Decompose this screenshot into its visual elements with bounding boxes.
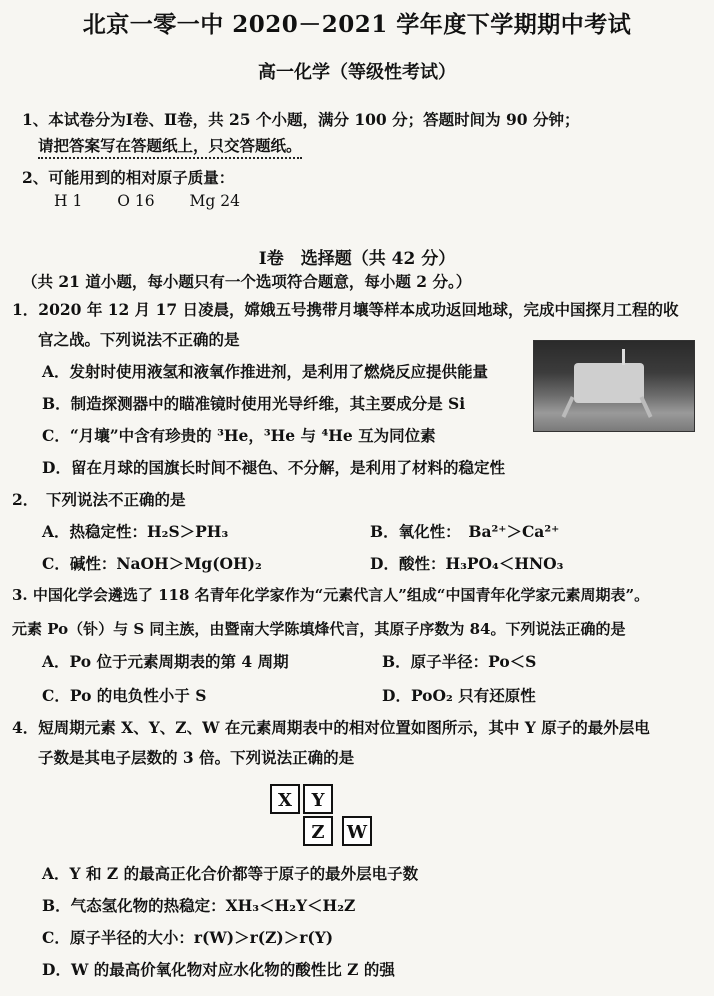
cell-w: W <box>342 816 372 846</box>
q1-option-a: A．发射时使用液氢和液氧作推进剂，是利用了燃烧反应提供能量 <box>42 362 489 381</box>
q1-option-c: C．“月壤”中含有珍贵的 ³He，³He 与 ⁴He 互为同位素 <box>42 426 436 445</box>
note-1-line-2 <box>38 134 302 156</box>
cell-z: Z <box>303 816 333 846</box>
q4-option-a: A．Y 和 Z 的最高正化合价都等于原子的最外层电子数 <box>42 864 419 883</box>
note-1-line-1: 1、本试卷分为Ⅰ卷、Ⅱ卷，共 25 个小题，满分 100 分；答题时间为 90 分钟； <box>22 110 580 129</box>
q2-option-d: D．酸性：H₃PO₄＜HNO₃ <box>370 554 564 573</box>
q3-option-b: B．原子半径：Po＜S <box>382 652 537 671</box>
note-2: 2、可能用到的相对原子质量： <box>22 168 235 187</box>
q3-option-a: A．Po 位于元素周期表的第 4 周期 <box>42 652 289 671</box>
q4-option-b: B．气态氢化物的热稳定：XH₃＜H₂Y＜H₂Z <box>42 896 356 915</box>
note-1-emphasis: 请把答案写在答题纸上，只交答题纸。 <box>38 136 302 159</box>
q4-stem-line-2: 子数是其电子层数的 3 倍。下列说法正确的是 <box>38 748 355 767</box>
q1-option-d: D．留在月球的国旗长时间不褪色、不分解，是利用了材料的稳定性 <box>42 458 505 477</box>
q3-option-d: D．PoO₂ 只有还原性 <box>382 686 536 705</box>
q2-option-a: A．热稳定性：H₂S＞PH₃ <box>42 522 229 541</box>
exam-subtitle: 高一化学（等级性考试） <box>258 62 456 83</box>
exam-title: 北京一零一中 2020－2021 学年度下学期期中考试 <box>82 11 632 38</box>
q2-option-b: B．氧化性： Ba²⁺＞Ca²⁺ <box>370 522 560 541</box>
section-instruction: （共 21 道小题，每小题只有一个选项符合题意，每小题 2 分。） <box>22 272 472 291</box>
mass-h: H 1 <box>54 192 83 210</box>
mass-o: O 16 <box>117 192 155 210</box>
cell-x: X <box>270 784 300 814</box>
q3-stem-line-2: 元素 Po（钋）与 S 同主族，由暨南大学陈填烽代言，其原子序数为 84。下列说法正确的是 <box>12 620 626 638</box>
q1-stem-line-2: 官之战。下列说法不正确的是 <box>38 330 240 349</box>
q4-option-c: C．原子半径的大小：r(W)＞r(Z)＞r(Y) <box>42 928 334 947</box>
lander-leg-right <box>640 396 653 418</box>
q4-stem-line-1: 4．短周期元素 X、Y、Z、W 在元素周期表中的相对位置如图所示，其中 Y 原子的最外层电 <box>12 718 650 737</box>
cell-y: Y <box>303 784 333 814</box>
lander-mast <box>622 349 625 365</box>
q4-option-d: D．W 的最高价氧化物对应水化物的酸性比 Z 的强 <box>42 960 395 979</box>
lunar-lander-photo <box>533 340 695 432</box>
lander-leg-left <box>562 396 575 418</box>
q3-stem-line-1: 3. 中国化学会遴选了 118 名青年化学家作为“元素代言人”组成“中国青年化学家元素周期表”。 <box>12 586 650 604</box>
lander-body <box>574 363 644 403</box>
atomic-masses <box>54 192 270 210</box>
mass-mg: Mg 24 <box>189 192 240 210</box>
section-title: Ⅰ卷 选择题（共 42 分） <box>258 249 456 269</box>
q3-option-c: C．Po 的电负性小于 S <box>42 686 207 705</box>
q1-option-b: B．制造探测器中的瞄准镜时使用光导纤维，其主要成分是 Si <box>42 394 466 413</box>
q2-stem: 2． 下列说法不正确的是 <box>12 490 186 509</box>
q1-stem-line-1: 1．2020 年 12 月 17 日凌晨，嫦娥五号携带月壤等样本成功返回地球，完成中国探月工程的收 <box>12 300 679 319</box>
q2-option-c: C．碱性：NaOH＞Mg(OH)₂ <box>42 554 262 573</box>
